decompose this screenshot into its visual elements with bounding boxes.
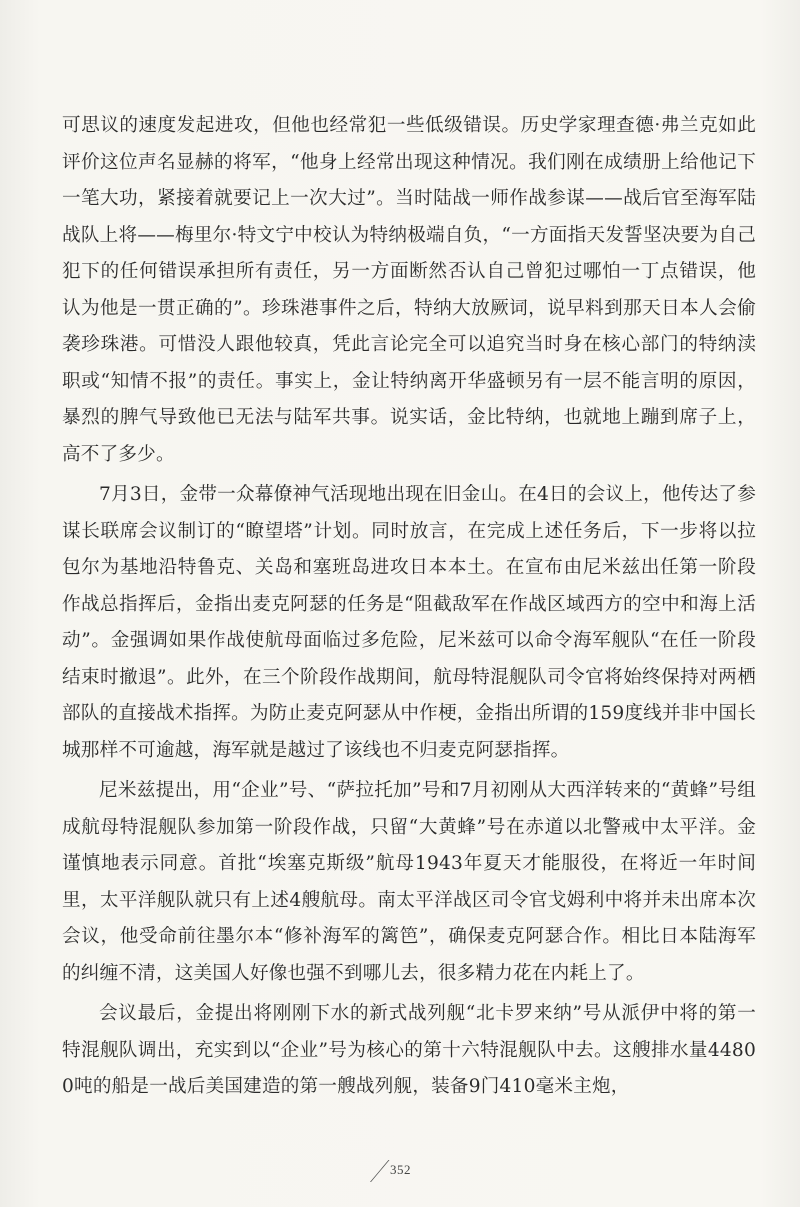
- paragraph-4: 会议最后，金提出将刚刚下水的新式战列舰“北卡罗来纳”号从派伊中将的第一特混舰队调出，充实到以“企业”号为核心的第十六特混舰队中去。这艘排水量44800吨的船是一战后美国建造的第一艘战列舰，装备9门410毫米主炮，: [62, 1003, 756, 1097]
- paragraph-1: 可思议的速度发起进攻，但他也经常犯一些低级错误。历史学家理查德·弗兰克如此评价这位声名显赫的将军，“他身上经常出现这种情况。我们刚在成绩册上给他记下一笔大功，紧接着就要记上一次大过”。当时陆战一师作战参谋——战后官至海军陆战队上将——梅里尔·特文宁中校认为特纳极端自负，“一方面指天发誓坚决要为自己犯下的任何错误承担所有责任，另一方面断然否认自己曾犯过哪怕一丁点错误，他认为他是一贯正确的”。珍珠港事件之后，特纳大放厥词，说早料到那天日本人会偷袭珍珠港。可惜没人跟他较真，凭此言论完全可以追究当时身在核心部门的特纳渎职或“知情不报”的责任。事实上，金让特纳离开华盛顿另有一层不能言明的原因，暴烈的脾气导致他已无法与陆军共事。说实话，金比特纳，也就地上蹦到席子上，高不了多少。: [62, 115, 756, 465]
- paragraph-2: 7月3日，金带一众幕僚神气活现地出现在旧金山。在4日的会议上，他传达了参谋长联席会议制订的“瞭望塔”计划。同时放言，在完成上述任务后，下一步将以拉包尔为基地沿特鲁克、关岛和塞班岛进攻日本本土。在宣布由尼米兹出任第一阶段作战总指挥后，金指出麦克阿瑟的任务是“阻截敌军在作战区域西方的空中和海上活动”。金强调如果作战使航母面临过多危险，尼米兹可以命令海军舰队“在任一阶段结束时撤退”。此外，在三个阶段作战期间，航母特混舰队司令官将始终保持对两栖部队的直接战术指挥。为防止麦克阿瑟从中作梗，金指出所谓的159度线并非中国长城那样不可逾越，海军就是越过了该线也不归麦克阿瑟指挥。: [62, 484, 756, 761]
- paragraph-3: 尼米兹提出，用“企业”号、“萨拉托加”号和7月初刚从大西洋转来的“黄蜂”号组成航母特混舰队参加第一阶段作战，只留“大黄蜂”号在赤道以北警戒中太平洋。金谨慎地表示同意。首批“埃塞克斯级”航母1943年夏天才能服役，在将近一年时间里，太平洋舰队就只有上述4艘航母。南太平洋战区司令官戈姆利中将并未出席本次会议，他受命前往墨尔本“修补海军的篱笆”，确保麦克阿瑟合作。相比日本陆海军的纠缠不清，这美国人好像也强不到哪儿去，很多精力花在内耗上了。: [62, 780, 756, 984]
- page-footer: [360, 1158, 450, 1188]
- page-number: 352: [390, 1162, 411, 1177]
- body-text: [62, 108, 756, 1106]
